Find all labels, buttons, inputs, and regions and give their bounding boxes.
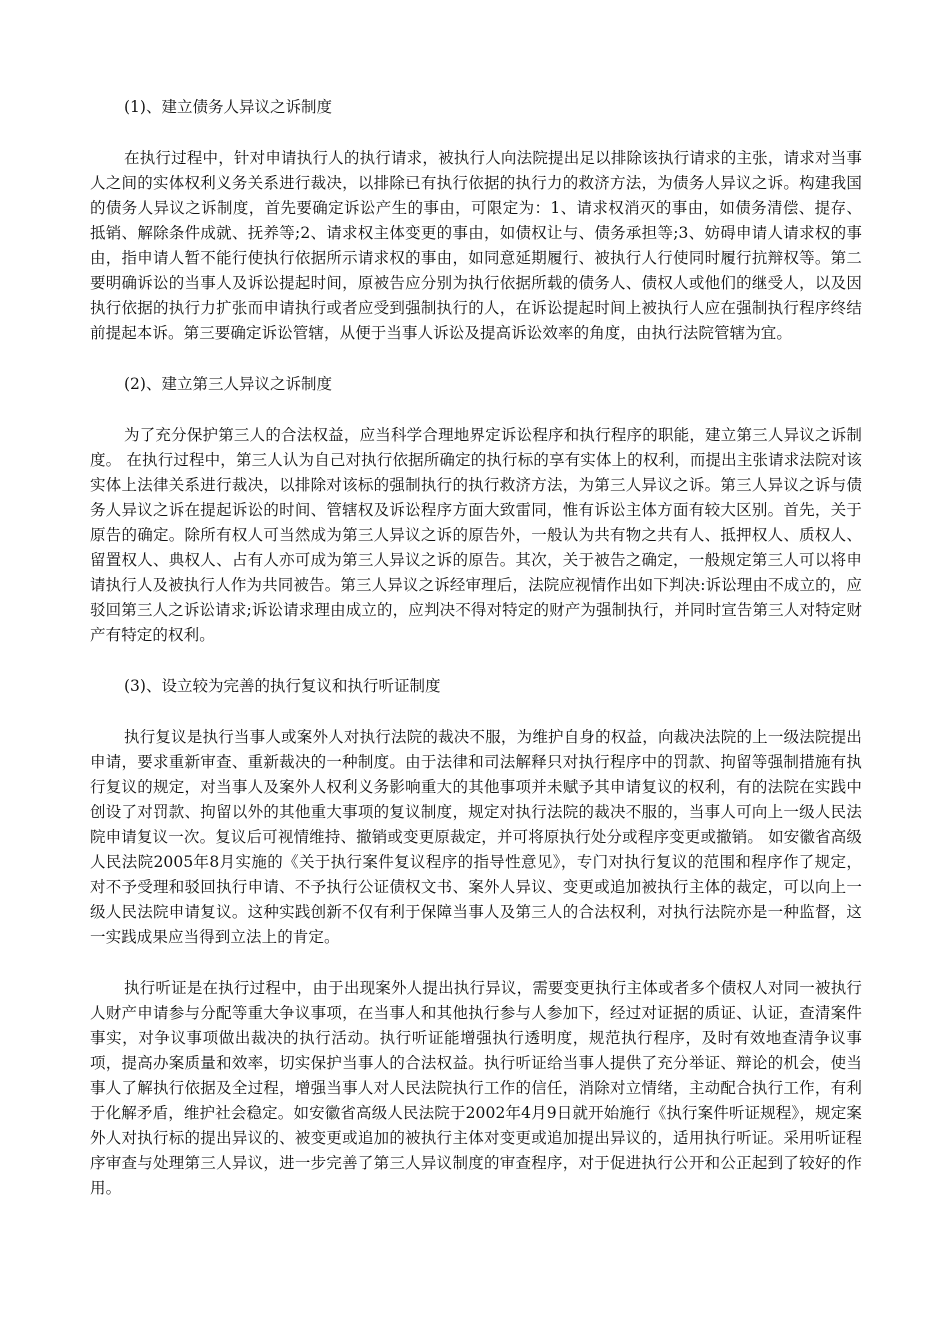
section-3-paragraph-1: 执行复议是执行当事人或案外人对执行法院的裁决不服，为维护自身的权益，向裁决法院的上一级法院提出申请，要求重新审查、重新裁决的一种制度。由于法律和司法解释只对执行程序中的罚款、拘留等强制措施有执行复议的规定，对当事人及案外人权利义务影响重大的其他事项并未赋予其申请复议的权利，有的法院在实践中创设了对罚款、拘留以外的其他重大事项的复议制度，规定对执行法院的裁决不服的，当事人可向上一级人民法院申请复议一次。复议后可视情维持、撤销或变更原裁定，并可将原执行处分或程序变更或撤销。 如安徽省高级人民法院2005年8月实施的《关于执行案件复议程序的指导性意见》，专门对执行复议的范围和程序作了规定，对不予受理和驳回执行申请、不予执行公证债权文书、案外人异议、变更或追加被执行主体的裁定，可以向上一级人民法院申请复议。这种实践创新不仅有利于保障当事人及第三人的合法权利，对执行法院亦是一种监督，这一实践成果应当得到立法上的肯定。 [90,728,862,946]
document-page [90,95,862,1201]
section-heading-1: (1)、建立债务人异议之诉制度 [124,98,332,116]
section-heading-2: (2)、建立第三人异议之诉制度 [124,375,332,393]
section-heading-3: (3)、设立较为完善的执行复议和执行听证制度 [124,677,441,695]
section-2-paragraph: 为了充分保护第三人的合法权益，应当科学合理地界定诉讼程序和执行程序的职能，建立第三人异议之诉制度。 在执行过程中，第三人认为自己对执行依据所确定的执行标的享有实体上的权利，而提出主张请求法院对该实体上法律关系进行裁决，以排除对该标的强制执行的执行救济方法，为第三人异议之诉。第三人异议之诉与债务人异议之诉在提起诉讼的时间、管辖权及诉讼程序方面大致雷同，惟有诉讼主体方面有较大区别。首先，关于原告的确定。除所有权人可当然成为第三人异议之诉的原告外，一般认为共有物之共有人、抵押权人、质权人、留置权人、典权人、占有人亦可成为第三人异议之诉的原告。其次，关于被告之确定，一般规定第三人可以将申请执行人及被执行人作为共同被告。第三人异议之诉经审理后，法院应视情作出如下判决:诉讼理由不成立的，应驳回第三人之诉讼请求;诉讼请求理由成立的，应判决不得对特定的财产为强制执行，并同时宣告第三人对特定财产有特定的权利。 [90,426,862,644]
section-3-paragraph-2: 执行听证是在执行过程中，由于出现案外人提出执行异议，需要变更执行主体或者多个债权人对同一被执行人财产申请参与分配等重大争议事项，在当事人和其他执行参与人参加下，经过对证据的质证、认证，查清案件事实，对争议事项做出裁决的执行活动。执行听证能增强执行透明度，规范执行程序，及时有效地查清争议事项，提高办案质量和效率，切实保护当事人的合法权益。执行听证给当事人提供了充分举证、辩论的机会，使当事人了解执行依据及全过程，增强当事人对人民法院执行工作的信任，消除对立情绪，主动配合执行工作，有利于化解矛盾，维护社会稳定。如安徽省高级人民法院于2002年4月9日就开始施行《执行案件听证规程》，规定案外人对执行标的提出异议的、被变更或追加的被执行主体对变更或追加提出异议的，适用执行听证。采用听证程序审查与处理第三人异议，进一步完善了第三人异议制度的审查程序，对于促进执行公开和公正起到了较好的作用。 [90,979,862,1197]
section-1-paragraph: 在执行过程中，针对申请执行人的执行请求，被执行人向法院提出足以排除该执行请求的主张，请求对当事人之间的实体权利义务关系进行裁决，以排除已有执行依据的执行力的救济方法，为债务人异议之诉。构建我国的债务人异议之诉制度，首先要确定诉讼产生的事由，可限定为：1、请求权消灭的事由，如债务清偿、提存、抵销、解除条件成就、抚养等;2、请求权主体变更的事由，如债权让与、债务承担等;3、妨碍申请人请求权的事由，指申请人暂不能行使执行依据所示请求权的事由，如同意延期履行、被执行人行使同时履行抗辩权等。第二要明确诉讼的当事人及诉讼提起时间，原被告应分别为执行依据所载的债务人、债权人或他们的继受人，以及因执行依据的执行力扩张而申请执行或者应受到强制执行的人，在诉讼提起时间上被执行人应在强制执行程序终结前提起本诉。第三要确定诉讼管辖，从便于当事人诉讼及提高诉讼效率的角度，由执行法院管辖为宜。 [90,149,862,342]
